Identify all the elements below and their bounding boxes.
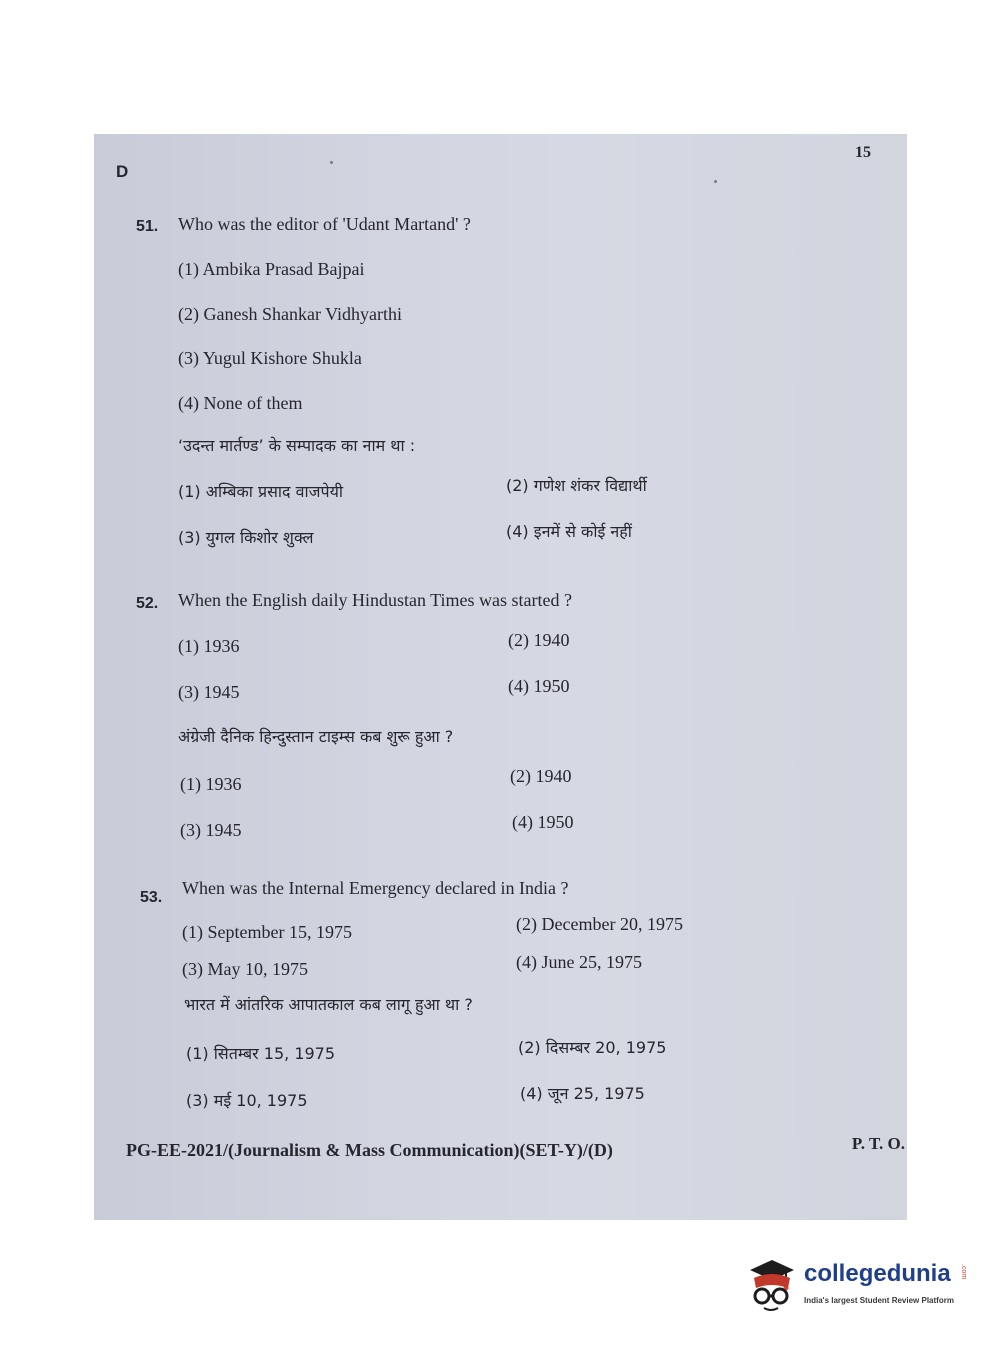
option: (4) None of them [178, 393, 303, 413]
option-hindi: (3) युगल किशोर शुक्ल [178, 528, 314, 547]
option: (1) Ambika Prasad Bajpai [178, 259, 365, 279]
exam-code-footer: PG-EE-2021/(Journalism & Mass Communication)(SET-Y)/(D) [126, 1140, 613, 1160]
exam-page [94, 134, 907, 1220]
option-hindi: (4) इनमें से कोई नहीं [506, 522, 632, 541]
page-number: 15 [855, 144, 871, 161]
brand-name: collegedunia [804, 1260, 951, 1287]
option: (4) 1950 [508, 676, 570, 696]
option-hindi: (3) 1945 [180, 820, 242, 840]
brand-tagline: India's largest Student Review Platform [804, 1296, 954, 1305]
option: (4) June 25, 1975 [516, 952, 642, 972]
paper-speck [714, 180, 717, 183]
collegedunia-logo [742, 1252, 974, 1314]
question-text: When the English daily Hindustan Times was started ? [178, 590, 572, 610]
option: (3) May 10, 1975 [182, 959, 308, 979]
question-text-hindi: भारत में आंतरिक आपातकाल कब लागू हुआ था ? [184, 995, 473, 1014]
option-hindi: (1) 1936 [180, 774, 242, 794]
question-number: 53. [140, 889, 163, 906]
student-mascot-icon [742, 1252, 802, 1314]
brand-suffix: .com [960, 1264, 967, 1280]
option: (1) 1936 [178, 636, 240, 656]
option: (2) 1940 [508, 630, 570, 650]
question-number: 52. [136, 595, 159, 612]
option-hindi: (2) दिसम्बर 20, 1975 [518, 1038, 667, 1057]
option-hindi: (1) अम्बिका प्रसाद वाजपेयी [178, 482, 344, 501]
option-hindi: (1) सितम्बर 15, 1975 [186, 1044, 336, 1063]
set-letter: D [116, 162, 129, 181]
option: (2) Ganesh Shankar Vidhyarthi [178, 304, 403, 324]
question-text: When was the Internal Emergency declared in India ? [182, 878, 569, 898]
pto-label: P. T. O. [851, 1134, 905, 1153]
option: (3) 1945 [178, 682, 240, 702]
option-hindi: (4) 1950 [512, 812, 574, 832]
question-text-hindi: अंग्रेजी दैनिक हिन्दुस्तान टाइम्स कब शुरू हुआ ? [178, 727, 454, 746]
question-text: Who was the editor of 'Udant Martand' ? [178, 214, 471, 234]
option-hindi: (4) जून 25, 1975 [520, 1084, 645, 1103]
option: (1) September 15, 1975 [182, 922, 352, 942]
question-number: 51. [136, 218, 159, 235]
option-hindi: (2) 1940 [510, 766, 572, 786]
option: (3) Yugul Kishore Shukla [178, 348, 362, 368]
option-hindi: (3) मई 10, 1975 [186, 1091, 308, 1110]
paper-speck [330, 161, 333, 164]
option: (2) December 20, 1975 [516, 914, 683, 934]
question-text-hindi: ‘उदन्त मार्तण्ड’ के सम्पादक का नाम था : [178, 436, 416, 455]
option-hindi: (2) गणेश शंकर विद्यार्थी [506, 476, 647, 495]
